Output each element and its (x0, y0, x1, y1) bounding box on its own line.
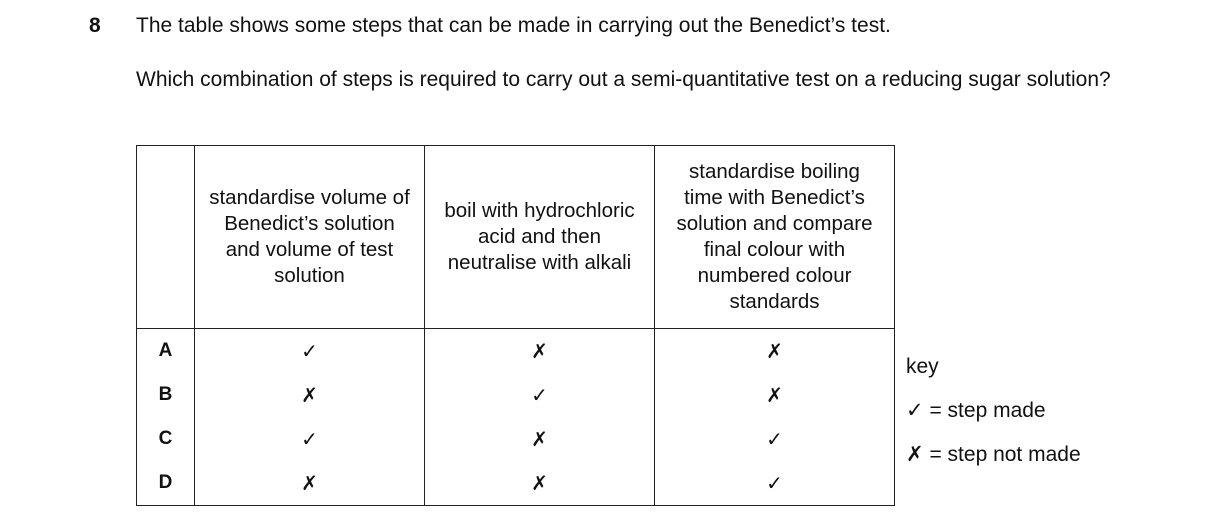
header-text: standardise boiling time with Benedict’s solution and compare final colour with numbered colour standards (676, 160, 873, 313)
key-step-made (906, 389, 1081, 433)
mark-cell: ✓ (655, 417, 895, 461)
header-text: standardise volume of Benedict’s solution and volume of test solution (209, 186, 410, 287)
key-title: key (906, 355, 939, 378)
question-stem: The table shows some steps that can be made in carrying out the Benedict’s test. (136, 14, 891, 37)
key-step-not-made (906, 433, 1081, 477)
table-row (137, 461, 895, 506)
row-label: B (137, 373, 195, 417)
mark-cell: ✗ (195, 373, 425, 417)
mark-cell: ✓ (655, 461, 895, 506)
header-cell-standardise-volume (195, 146, 425, 329)
row-label: C (137, 417, 195, 461)
mark-cell: ✗ (425, 417, 655, 461)
mark-cell: ✗ (195, 461, 425, 506)
mark-cell: ✗ (425, 329, 655, 374)
cross-icon: ✗ (906, 443, 924, 466)
table-header-row (137, 146, 895, 329)
table-row (137, 417, 895, 461)
table-row (137, 329, 895, 374)
row-label: D (137, 461, 195, 506)
key-step-not-made-text: = step not made (929, 443, 1081, 466)
mark-cell: ✗ (655, 329, 895, 374)
table-row (137, 373, 895, 417)
header-cell-boil-with-acid (425, 146, 655, 329)
header-text: boil with hydrochloric acid and then neutralise with alkali (444, 199, 635, 274)
key-step-made-text: = step made (929, 399, 1046, 422)
key-legend (906, 345, 1081, 477)
row-label: A (137, 329, 195, 374)
mark-cell: ✓ (425, 373, 655, 417)
mark-cell: ✓ (195, 417, 425, 461)
steps-table (136, 145, 895, 506)
check-icon: ✓ (906, 399, 924, 422)
header-cell-blank (137, 146, 195, 329)
header-cell-standardise-time (655, 146, 895, 329)
mark-cell: ✓ (195, 329, 425, 374)
question-number: 8 (89, 14, 101, 37)
mark-cell: ✗ (425, 461, 655, 506)
question-prompt: Which combination of steps is required to carry out a semi-quantitative test on a reducing sugar solution? (136, 68, 1111, 91)
mark-cell: ✗ (655, 373, 895, 417)
